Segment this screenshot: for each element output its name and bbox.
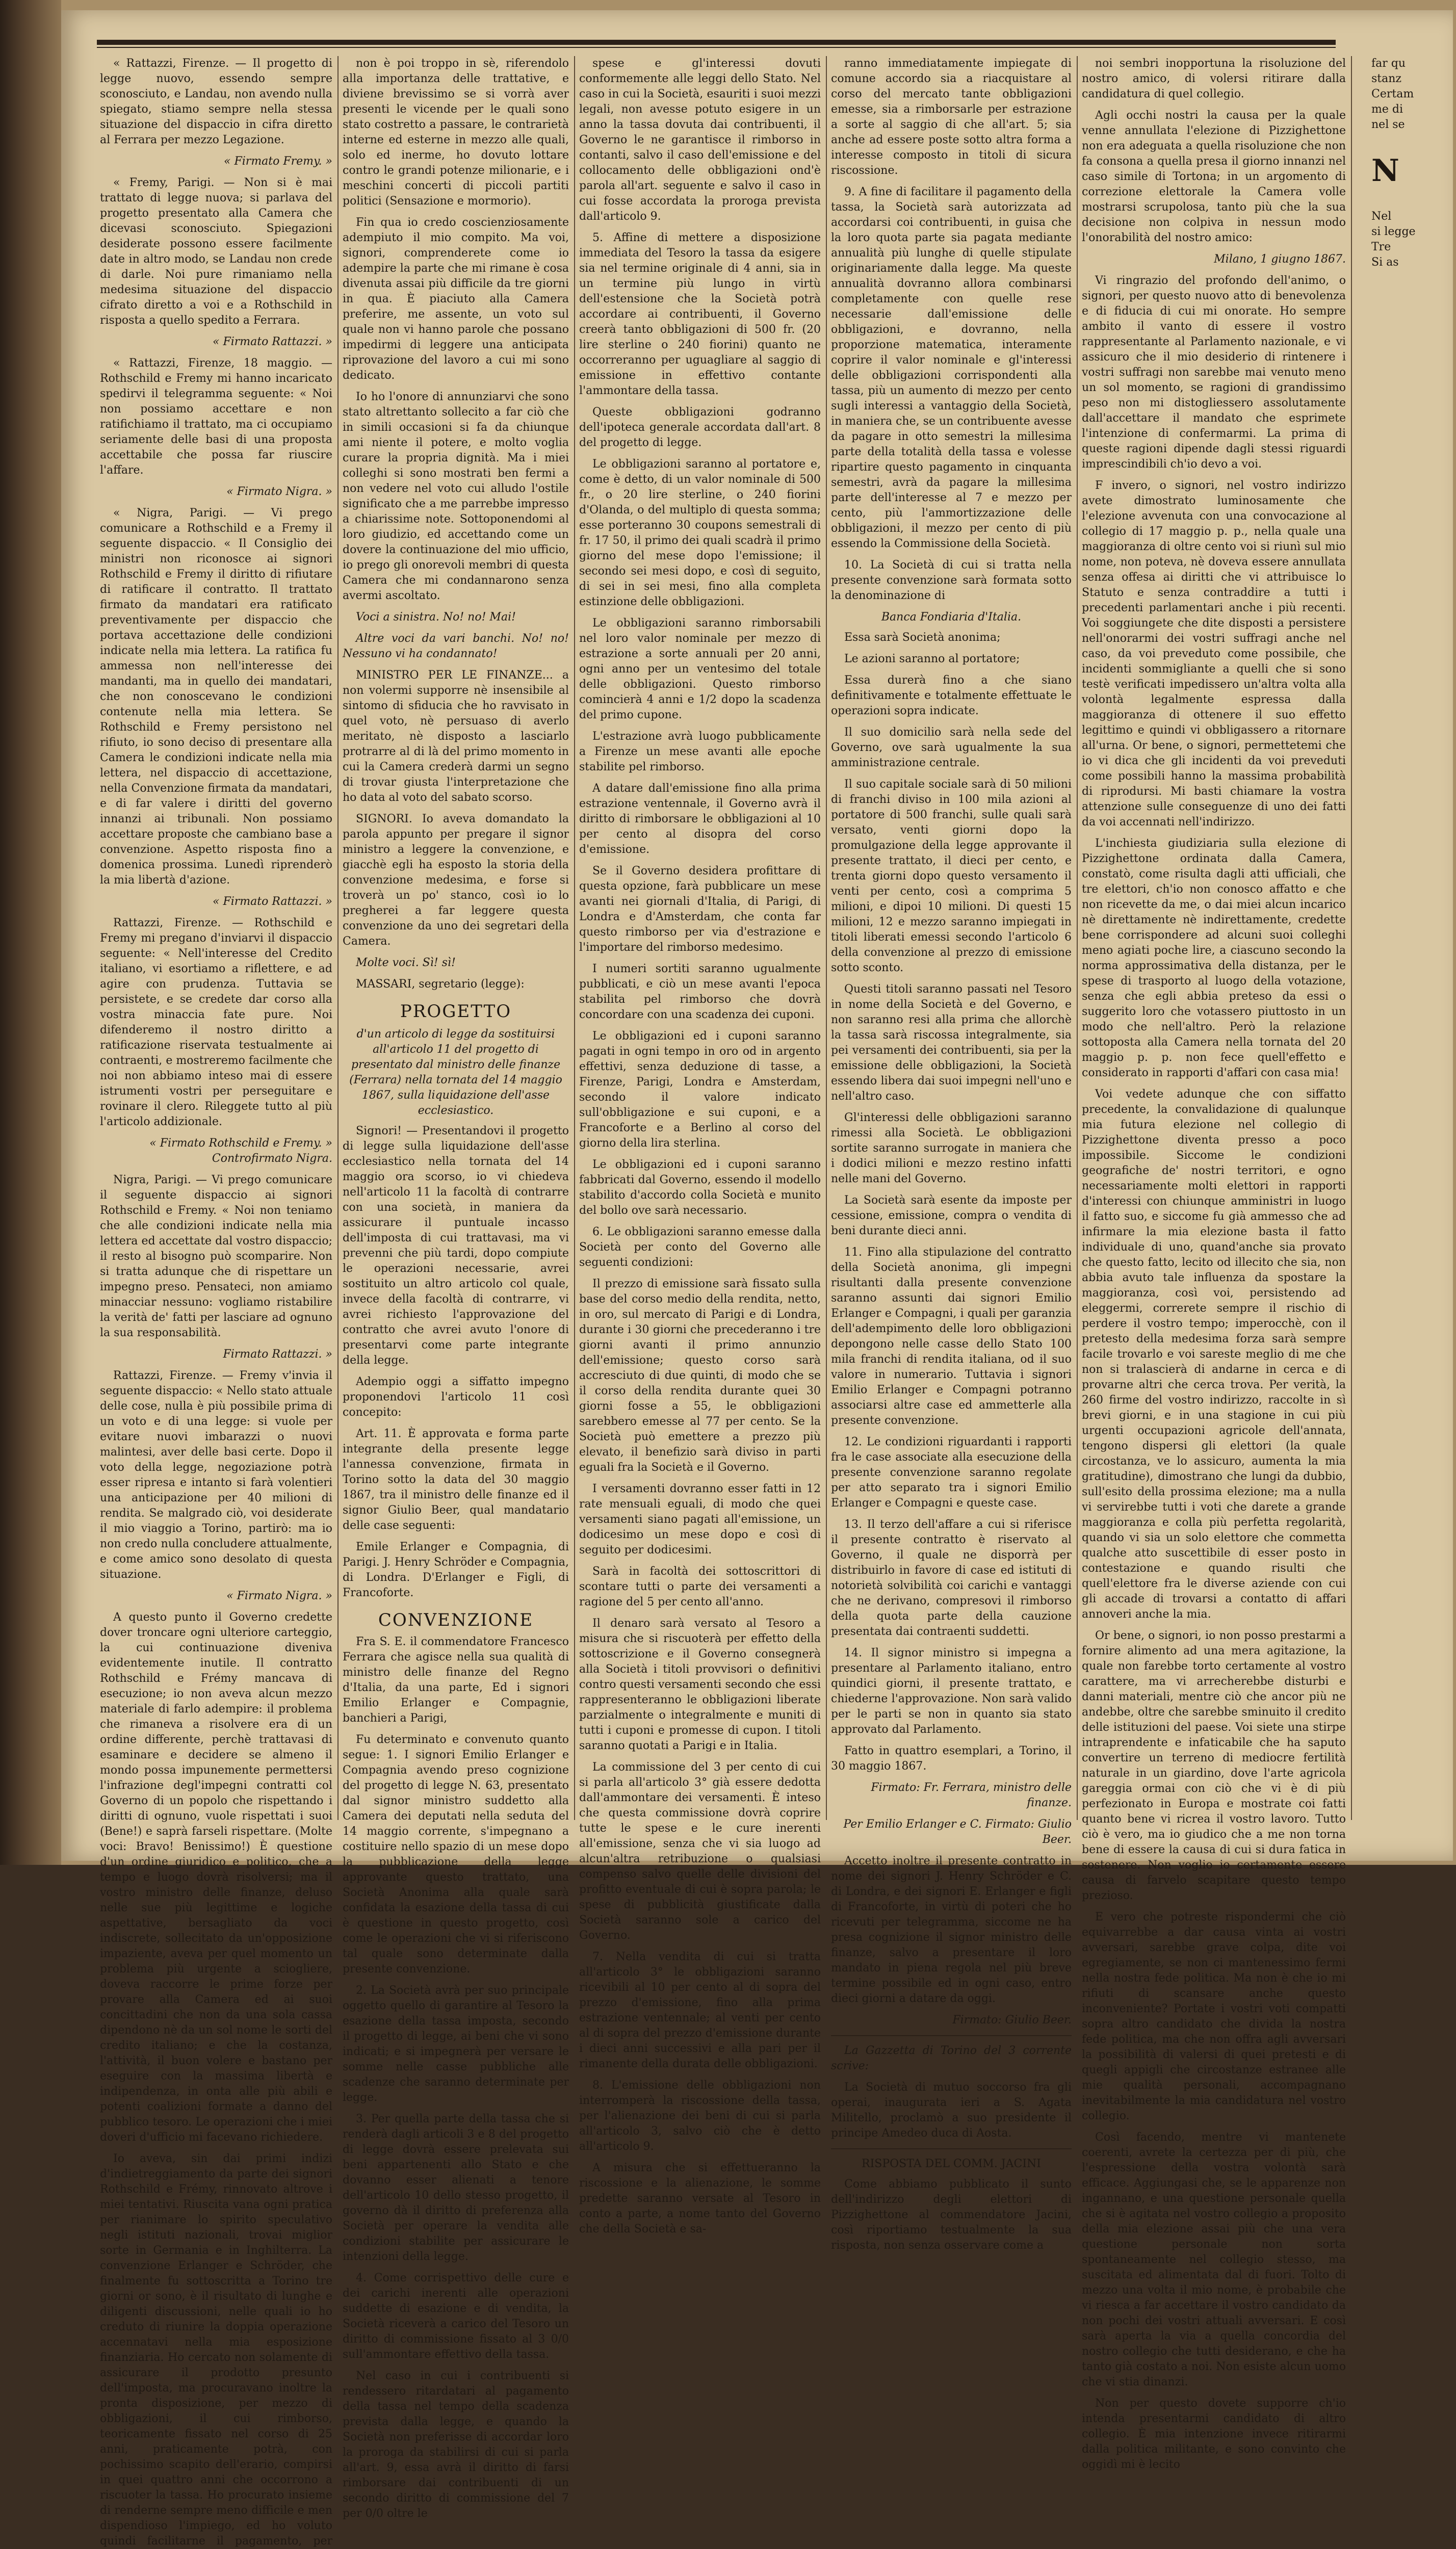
paragraph: MASSARI, segretario (legge):	[356, 978, 525, 991]
paragraph: 3. Per quella parte della tassa che si renderà dagli articoli 3 e 8 del progetto di legge dovrà essere prelevata sui beni appartenenti allo Stato e che dovanno esser alienati a tenore dell'articolo 10 dello stesso progetto, il governo dà il diritto di preferenza alla Società per operare la vendita alle condizioni stabilite per assicurare le intenzioni della legge.	[343, 2113, 569, 2263]
fragment: Certam	[1371, 88, 1414, 100]
signature: Firmato: Fr. Ferrara, ministro delle finanze.	[871, 1781, 1072, 1809]
column-2	[343, 56, 569, 2520]
paragraph: SIGNORI. Io aveva domandato la parola appunto per pregare il signor ministro a leggere la convenzione, e giacchè egli ha esposto la storia della convenzione medesima, e forse si troverà un po' stanco, così io lo pregherei a far leggere questa convenzione da uno dei segretari della Camera.	[343, 813, 569, 948]
paragraph: La commissione del 3 per cento di cui si parla all'articolo 3° già essere dedotta dall'ammontare dei versamenti. È inteso che questa commissione dovrà coprire tutte le spese e le cure inerenti all'emissione, senza che vi sia luogo ad alcun'altra retribuzione o qualsiasi compenso salvo quelle delle divisioni del profitto eventuale di cui è sopra parola; le spese di pubblicità giustificate dalla Società saranno sole a carico del Governo.	[579, 1761, 821, 1942]
paragraph: Fatto in quattro esemplari, a Torino, il 30 maggio 1867.	[831, 1745, 1072, 1773]
signature: « Firmato Nigra. »	[226, 1590, 332, 1602]
paragraph: spese e gl'interessi dovuti conformemente alle leggi dello Stato. Nel caso in cui la Società, esauriti i suoi mezzi legali, non avesse potuto esigere in un anno la tassa dovuta dai contribuenti, il Governo le ne garantisce il rimborso in contanti, salvo il caso dell'emissione e del collocamento delle obbligazioni ond'è parola all'art. seguente e salvo il caso in cui fosse accordata la proroga prevista dall'articolo 9.	[579, 57, 821, 223]
dateline: Milano, 1 giugno 1867.	[1214, 253, 1346, 266]
telegram: « Nigra, Parigi. — Vi prego comunicare a Rothschild e a Fremy il seguente dispaccio. « Il Consiglio dei ministri non riconosce ai signori Rothschild e Fremy il diritto di rifiutare di ratificare il contratto. Il trattato firmato da mandatari era ratificato preventivamente per dispaccio che portava accettazione delle condizioni indicate nella mia lettera. La ratifica fu ammessa non nell'interesse dei mandanti, ma in quello dei mandatari, che non conoscevano le condizioni contenute nella mia lettera. Se Rothschild e Fremy persistono nel rifiuto, io sono deciso di presentare alla Camera le condizioni indicate nella mia lettera, nel dispaccio di accettazione, nella Convenzione firmata da mandatari, e di far valere i diritti del governo innanzi ai tribunali. Non possiamo accettare proposte che cambiano base a convenzione. Aspetto risposta fino a domenica prossima. Lunedì riprenderò la mia libertà d'azione.	[100, 507, 332, 887]
paragraph: Accetto inoltre il presente contratto in nome dei signori J. Henry Schröder e C. di Londra, e dei signori E. Erlanger e figli di Francoforte, in virtù di poteri che ho ricevuti per telegramma, siccome ne ha presa cognizione il signor ministro delle finanze, salvo a presentare il loro mandato in piena regola nel più breve termine possibile ed in ogni caso, entro dieci giorni a datare da oggi.	[831, 1855, 1072, 2005]
fragment: Nel	[1371, 210, 1392, 223]
fragment-heading: N	[1371, 153, 1399, 189]
paragraph: Fu determinato e convenuto quanto segue: 1. I signori Emilio Erlanger e Compagnia avendo preso cognizione del progetto di legge N. 63, presentato dal signor ministro suddetto alla Camera dei deputati nella seduta del 14 maggio corrente, s'impegnano a costituire nello spazio di un mese dopo la pubblicazione della legge approvante questo trattato, una Società Anonima alla quale sarà confidata la esazione della tassa di cui è questione in questo progetto, così come le operazioni che vi si riferiscono tal quale sono determinate dalla presente convenzione.	[343, 1733, 569, 1975]
paragraph: Nel caso in cui i contribuenti si rendessero ritardatari al pagamento della tassa nel tempo della scadenza prevista dalla legge, e quando la Società non preferisse di accordar loro la proroga da stabilirsi di cui si parla all'art. 9, essa avrà il diritto di farsi rimborsare dai contribuenti di un secondo diritto di commissione del 7 per 0/0 oltre le	[343, 2370, 569, 2520]
telegram: « Fremy, Parigi. — Non si è mai trattato di legge nuova; si parlava del progetto presentato alla Camera che dicevasi sconosciuto. Spiegazioni desiderate possono essere facilmente date in altro modo, se Landau non crede di darle. Noi pure rimaniamo nella medesima situazione del dispaccio cifrato diretto a voi e a Rothschild in risposta a quello spedito a Ferrara.	[100, 176, 332, 327]
paragraph: MINISTRO PER LE FINANZE... a non volermi supporre nè insensibile al sintomo di sfiducia che ho ravvisato in quel voto, nè persuaso di averlo meritato, nè disposto a lasciarlo protrarre al di là del primo momento in cui la Camera crederà darmi un segno di trovar giusta l'interpretazione che ho data al voto del sabato scorso.	[343, 669, 569, 804]
fragment: me di	[1371, 103, 1403, 116]
book-spine	[0, 0, 61, 1865]
paragraph: Sarà in facoltà dei sottoscrittori di scontare tutti o parte dei versamenti a ragione del 5 per cento all'anno.	[579, 1565, 821, 1608]
header-rule	[97, 40, 1336, 45]
paragraph: A datare dall'emissione fino alla prima estrazione ventennale, il Governo avrà il diritto di rimborsare le obbligazioni al 10 per cento al disopra del corso d'emissione.	[579, 782, 821, 856]
paragraph: L'inchiesta giudiziaria sulla elezione di Pizzighettone ordinata dalla Camera, constatò, come risulta dagli atti ufficiali, che tre elettori, ch'io non conosco affatto e che non ricevette da me, o dai miei alcun incarico nè direttamente nè indirettamente, credette bene corrispondere ad alcuni suoi colleghi meno agiati poche lire, a ciascuno secondo la norma approssimativa della distanza, per le spese di trasporto al luogo della votazione, senza che egli abbia preteso da essi o suggerito loro che votassero piuttosto in un modo che nell'altro. Però la relazione sottoposta alla Camera nella tornata del 20 maggio p. p. non fece quell'effetto e considerato in rapporti d'affari con casa mia!	[1082, 837, 1346, 1079]
paragraph: Io ho l'onore di annunziarvi che sono stato altrettanto sollecito a far ciò che in simili occasioni si fa da chiunque ami niente il potere, e molto voglia curare la propria dignità. Ma i miei colleghi si sono mostrati ben fermi a non vedere nel voto cui alludo l'ostile significato che a me parrebbe impresso a chiarissime note. Sottoponendomi al loro giudizio, ed accettando come un dovere la continuazione del mio ufficio, io prego gli onorevoli membri di questa Camera che mi condannarono senza avermi ascoltato.	[343, 391, 569, 602]
paragraph: Così facendo, mentre vi mantenete coerenti, avrete la certezza per di più, che l'espressione della vostra volontà sarà efficace. Aggiungasi che, se le apparenze non ingannano, e una questione personale quella che si è agitata nel vostro collegio a proposito della mia elezione assai più che una vera questione personale non sorta spontaneamente nel collegio stesso, ma suscitata ed alimentata dal di fuori. Tolto di mezzo una volta il mio nome, è probabile che vi riesca a far accettare il vostro candidato da non pochi dei vostri attuali avversari. E così sarà aperta la via a quella concordia del nostro collegio che tutti desiderano, e che ha tanto già costato a noi. Non esiste alcun uomo che vi stia dinanzi.	[1082, 2131, 1346, 2388]
paragraph: Il prezzo di emissione sarà fissato sulla base del corso medio della rendita, netto, in oro, sul mercato di Parigi e di Londra, durante i 30 giorni che precederanno i tre giorni avanti il primo annunzio dell'emissione; questo corso sarà accresciuto di due quinti, di modo che se il corso della rendita durante quei 30 giorni fosse a 55, le obbligazioni sarebbero emesse al 77 per cento. Se la Società può emettere a prezzo più elevato, il benefizio sarà diviso in parti eguali fra la Società e il Governo.	[579, 1278, 821, 1474]
section-title: RISPOSTA DEL COMM. JACINI	[862, 2157, 1041, 2170]
paragraph: A misura che si effettueranno la riscossione e la alienazione, le somme predette saranno versate al Tesoro in conto a parte, a nome tanto del Governo che della Società e sa-	[579, 2162, 821, 2235]
paragraph: Or bene, o signori, io non posso prestarmi a fornire alimento ad una mera agitazione, la quale non farebbe torto certamente al vostro carattere, ma vi arrecherebbe disturbi e danni materiali, mentre ciò che ancor più ne andebbe, oltre che sarebbe sminuito il credito delle istituzioni del paese. Voi siete una stirpe intraprendente e infaticabile che ha saputo convertire un terreno di mediocre fertilità naturale in un giardino, dove l'arte agricola gareggia ormai con ciò che vi è di più perfezionato in Europa e mostrate coi fatti quanto bene vi ricrea il vostro lavoro. Tutto ciò è vero, ma io giudico che a me non torna bene di essere la causa di cui si dura fatica in sostenere. Non voglio io certamente essere causa di farvelo scapitare questo tempo prezioso.	[1082, 1629, 1346, 1902]
paragraph: Le obbligazioni ed i cuponi saranno fabbricati dal Governo, essendo il modello stabilito d'accordo colla Società e munito del bollo ove sarà necessario.	[579, 1158, 821, 1217]
section-title: CONVENZIONE	[378, 1610, 534, 1630]
paragraph: Fra S. E. il commendatore Francesco Ferrara che agisce nella sua qualità di ministro delle finanze del Regno d'Italia, da una parte, Ed i signori Emilio Erlanger e Compagnie, banchieri a Parigi,	[343, 1635, 569, 1725]
signature: « Firmato Fremy. »	[224, 155, 332, 168]
paragraph: 10. La Società di cui si tratta nella presente convenzione sarà formata sotto la denominazione di	[831, 559, 1072, 602]
signature: « Firmato Rothschild e Fremy. » Controfirmato Nigra.	[149, 1137, 332, 1165]
header-rule-thin	[97, 47, 1336, 48]
paragraph: Se il Governo desidera profittare di questa opzione, farà pubblicare un mese avanti nei giornali d'Italia, di Parigi, di Londra e d'Amsterdam, che conta far questo rimborso per via d'estrazione e l'importare del rimborso medesimo.	[579, 865, 821, 954]
paragraph: L'estrazione avrà luogo pubblicamente a Firenze un mese avanti alle epoche stabilite pel rimborso.	[579, 730, 821, 773]
paragraph: 5. Affine di mettere a disposizione immediata del Tesoro la tassa da esigere sia nel termine originale di 4 anni, sia in un termine più lungo in virtù dell'estensione che la Società potrà accordare ai contribuenti, il Governo creerà tanto obbligazioni di 500 fr. (20 lire sterline o 240 fiorini) quanto ne occorreranno per uguagliare al saggio di emissione in effettivo contante l'ammontare della tassa.	[579, 231, 821, 397]
paragraph: Questi titoli saranno passati nel Tesoro in nome della Società e del Governo, e non saranno resi alla prima che allorchè la tassa sarà riscossa integralmente, sia pei versamenti dei contribuenti, sia per la emissione delle obbligazioni, la Società essendo libera dai suoi impegni nell'uno e nell'altro caso.	[831, 983, 1072, 1103]
paragraph: 12. Le condizioni riguardanti i rapporti fra le case associate alla esecuzione della presente convenzione saranno regolate per atto separato tra i signori Emilio Erlanger e Compagni e queste case.	[831, 1436, 1072, 1510]
paragraph: Art. 11. È approvata e forma parte integrante della presente legge l'annessa convenzione, firmata in Torino sotto la data del 30 maggio 1867, tra il ministro delle finanze ed il signor Giulio Beer, qual mandatario delle case seguenti:	[343, 1427, 569, 1532]
paragraph: 11. Fino alla stipulazione del contratto della Società anonima, gli impegni risultanti dalla presente convenzione saranno assunti dai signori Emilio Erlanger e Compagni, i quali per garanzia dell'adempimento delle loro obbligazioni depongono nelle casse dello Stato 100 mila franchi di rendita italiana, od il suo valore in numerario. Tuttavia i signori Emilio Erlanger e Compagni potranno associarsi altre case ed ammetterle alla presente convenzione.	[831, 1246, 1072, 1427]
paragraph: I versamenti dovranno esser fatti in 12 rate mensuali eguali, di modo che quei versamenti siano pagati all'emissione, un dodicesimo un mese dopo e così di seguito per dodicesimi.	[579, 1482, 821, 1556]
paragraph: 7. Nella vendita di cui si tratta all'articolo 3° le obbligazioni saranno ricevibili al 10 per cento al di sopra del prezzo d'emissione, fino alla prima estrazione ventennale; al venti per cento al di sopra del prezzo d'emissione durante i dieci anni successivi e alla pari per il rimanente della durata delle obbligazioni.	[579, 1950, 821, 2070]
telegram: Rattazzi, Firenze. — Fremy v'invia il seguente dispaccio: « Nello stato attuale delle cose, nulla è più possibile prima di un voto e di una legge: si vuole per evitare nuovi imbarazzi o nuovi malintesi, aver delle basi certe. Dopo il voto della legge, negoziazione potrà esser ripresa e intanto si farà volentieri una anticipazione per 40 milioni di rendita. Se malgrado ciò, voi desiderate il mio viaggio a Torino, partirò: ma io non credo nulla concludere attualmente, e come amico sono desolato di questa situazione.	[100, 1369, 332, 1581]
paragraph: La Società sarà esente da imposte per cessione, emissione, compra o vendita di beni durante dieci anni.	[831, 1194, 1072, 1237]
paragraph: Queste obbligazioni godranno dell'ipoteca generale accordata dall'art. 8 del progetto di legge.	[579, 406, 821, 449]
cutoff-column	[1371, 56, 1453, 1840]
paragraph: La Gazzetta di Torino del 3 corrente scrive:	[831, 2044, 1072, 2072]
paragraph: Il suo domicilio sarà nella sede del Governo, ove sarà ugualmente la sua amministrazione centrale.	[831, 726, 1072, 769]
paragraph: Gl'interessi delle obbligazioni saranno rimessi alla Società. Le obbligazioni sortite saranno surrogate in maniera che i dodici milioni e mezzo restino infatti nelle mani del Governo.	[831, 1111, 1072, 1185]
paragraph: Adempio oggi a siffatto impegno proponendovi l'articolo 11 così concepito:	[343, 1375, 569, 1419]
fragment: stanz	[1371, 72, 1402, 85]
paragraph: non è poi troppo in sè, riferendolo alla importanza delle trattative, e diviene brevissimo se si vorrà aver presenti le vicende per le quali sono stato costretto a passare, le contrarietà interne ed esterne in mezzo alle quali, solo ed inerme, ho dovuto lottare contro le grandi potenze milionarie, e i meschini concerti di piccoli partiti politici (Sensazione e mormorio).	[343, 57, 569, 207]
paragraph: Essa sarà Società anonima;	[844, 631, 1001, 644]
fragment: far qu	[1371, 57, 1406, 70]
paragraph: Agli occhi nostri la causa per la quale venne annullata l'elezione di Pizzighettone non era adeguata a quella risoluzione che non fa consona a quella presa il giorno innanzi nel caso simile di Tortona; in un argomento di correzione elettorale la Camera volle mostrarsi scrupolosa, tanto più che la sua decisione non colpiva in nessun modo l'onorabilità del nostro amico:	[1082, 109, 1346, 244]
paragraph: 2. La Società avrà per suo principale oggetto quello di garantire al Tesoro la esazione della tassa imposta, secondo il progetto di legge, ai beni che vi sono indicati; e si impegnerà per versare le somme nelle casse pubbliche alle scadenze che saranno determinate per legge.	[343, 1984, 569, 2104]
paragraph: Il suo capitale sociale sarà di 50 milioni di franchi diviso in 100 mila azioni al portatore di 500 franchi, sulle quali sarà versato, venti giorni dopo la promulgazione della legge approvante il presente trattato, il dieci per cento, e trenta giorni dopo questo versamento il venti per cento, così a comprima 5 milioni, e dipoi 10 milioni. Di questi 15 milioni, 12 e mezzo saranno impiegati in titoli liberati emessi secondo l'articolo 6 della convenzione al prezzo di emissione sotto sconto.	[831, 778, 1072, 974]
column-4	[831, 56, 1072, 2252]
paragraph: Le obbligazioni saranno rimborsabili nel loro valor nominale per mezzo di estrazione a sorte annuali per 20 anni, ogni anno per un ventesimo del totale delle obbligazioni. Questo rimborso comincierà 4 anni e 1/2 dopo la scadenza del primo cupone.	[579, 617, 821, 721]
telegram: « Rattazzi, Firenze, 18 maggio. — Rothschild e Fremy mi hanno incaricato spedirvi il telegramma seguente: « Noi non possiamo accettare e non ratifichiamo il trattato, ma ci occupiamo seriamente delle basi di una proposta accettabile che possa far riuscire l'affare.	[100, 357, 332, 477]
paragraph: ranno immediatamente impiegate di comune accordo sia a riacquistare al corso del mercato tante obbligazioni emesse, sia a rimborsarle per estrazione a sorte al saggio di che all'art. 5; sia anche ad essere poste sotto altra forma a interesse composto in titoli di sicura riscossione.	[831, 57, 1072, 177]
paragraph: 8. L'emissione delle obbligazioni non interromperà la riscossione della tassa, per l'alienazione dei beni di cui si parla all'articolo 3, salvo ciò che è detto all'articolo 9.	[579, 2079, 821, 2153]
signature: « Firmato Rattazzi. »	[213, 895, 332, 908]
paragraph: Il denaro sarà versato al Tesoro a misura che si riscuoterà per effetto della sottoscrizione e il Governo consegnerà alla Società i titoli provvisori o definitivi contro questi versamenti secondo che essi rappresenteranno le obbligazioni liberate parzialmente o integralmente e muniti di tutti i cuponi e promesse di cupon. I titoli saranno quotati a Parigi e in Italia.	[579, 1617, 821, 1752]
column-1	[100, 56, 332, 2547]
fragment: si legge	[1371, 225, 1416, 238]
signature: Per Emilio Erlanger e C. Firmato: Giulio Beer.	[843, 1818, 1072, 1846]
section-title: PROGETTO	[400, 1001, 512, 1022]
signature: « Firmato Nigra. »	[226, 485, 332, 498]
column-separator	[574, 56, 575, 1820]
interjection: Voci a sinistra. No! no! Mai!	[356, 611, 516, 623]
paragraph: La Società di mutuo soccorso fra gli operai, inaugurata ieri a S. Agata Militello, proclamò a suo presidente il principe Amedeo duca di Aosta.	[831, 2081, 1072, 2140]
paragraph: Le azioni saranno al portatore;	[844, 653, 1020, 665]
telegram: Nigra, Parigi. — Vi prego comunicare il seguente dispaccio ai signori Rothschild e Fremy. « Noi non teniamo che alle condizioni indicate nella mia lettera ed accettate dal vostro dispaccio; il resto al bisogno può scomparire. Non si tratta adunque che di rispettare un impegno preso. Pensateci, non amiamo minacciar nessuno: vogliamo ristabilire la verità de' fatti per lasciare ad ognuno la sua responsabilità.	[100, 1174, 332, 1339]
paragraph: Fin qua io credo coscienziosamente adempiuto il mio compito. Ma voi, signori, comprenderete come io adempire la parte che mi rimane è cosa divenuta assai più difficile da tre giorni in qua. È piaciuto alla Camera preferire, me assente, un voto sul quale non vi hanno parole che possano impedirmi di leggere una anticipata riprovazione del lavoro a cui mi sono dedicato.	[343, 216, 569, 382]
paragraph: F invero, o signori, nel vostro indirizzo avete dimostrato luminosamente che l'elezione avvenuta con una convocazione al collegio di 17 maggio p. p., nella quale una maggioranza di oltre cento voi si riunì sul mio nome, non poteva, nè doveva essere annullata senza offesa ai diritti che vi attribuisce lo Statuto e senza contraddire a tutti i precedenti parlamentari anche i più recenti. Voi soggiungete che dite disposti a persistere nell'onorarmi dei vostri suffragi anche nel caso, da voi preveduto come possibile, che incidenti sommigliante a quelli che si sono testè verificati impedissero un'altra volta alla volontà legalmente espressa dalla maggioranza di ottenere il suo effetto legittimo e quindi vi obbligassero a ritornare all'urna. Or bene, o signori, permettetemi che io vi dica che gli incidenti da voi preveduti come possibili hanno la massima probabilità di riprodursi. Mi basti chiamare la vostra attenzione sulle conseguenze di uno dei fatti da voi accennati nell'indirizzo.	[1082, 479, 1346, 828]
paragraph: E vero che potreste rispondermi che ciò equivarrebbe a dar causa vinta ai vostri avversari, sarebbe grave colpa, dite voi egregiamente, se non ci mantenessimo fermi nella nostra fede politica. Ma non è che io mi rifiuti di scansare anche questo inconveniente? Portate i vostri voti compatti sopra altro candidato che divida la nostra fede politica, ma che non offra agli avversari la possibilità di valersi di quei pretesti e di quegli appigli che circostanze estranee alle mie qualità personali, accompagnano inevitabilmente la mia candidatura nel vostro collegio.	[1082, 1911, 1346, 2122]
fragment: Si as	[1371, 256, 1399, 269]
divider	[831, 2035, 1072, 2036]
interjection: Altre voci da vari banchi. No! no! Nessuno vi ha condannato!	[343, 632, 569, 660]
paragraph: A questo punto il Governo credette dover troncare ogni ulteriore carteggio, la cui continuazione diveniva evidentemente inutile. Il contratto Rothschild e Frémy mancava di esecuzione; io non aveva alcun mezzo materiale di farlo adempire: il problema che rimaneva a risolvere era di un ordine differente, perchè trattavasi di esaminare e decidere se almeno il mondo possa impunemente permettersi l'infrazione degl'impegni contratti col Governo di un popolo che rispettando i diritti di ognuno, vuole rispettati i suoi (Bene!) e saprà farseli rispettare. (Molte voci: Bravo! Benissimo!) È questione d'un ordine giuridico e politico, che a tempo e luogo dovrà risolversi; ma il vostro ministro delle finanze, deluso nelle sue più legittime e logiche aspettative, bersagliato da voci indiscrete, sollecitato da un'opposizione impaziente, aveva per quel momento un problema più urgente a sciogliere, doveva raccorre le prime forze per provare alla Camera ed ai suoi concittadini che non da una sola cassa dipendono nè da un sol nome le sorti del credito italiano; e che la costanza, l'attività, il buon volere e bastano per eseguire con la massima libertà e indipendenza, in onta alle più abili e potenti coalizioni formate a danno del pubblico tesoro. Le operazioni che i miei doveri d'ufficio mi facevano richiedere.	[100, 1611, 332, 2144]
signature: Firmato Rattazzi. »	[223, 1348, 332, 1361]
paragraph: Emile Erlanger e Compagnia, di Parigi. J. Henry Schröder e Compagnia, di Londra. D'Erlanger e Figli, di Francoforte.	[343, 1541, 569, 1599]
paragraph: 14. Il signor ministro si impegna a presentare al Parlamento italiano, entro quindici giorni, il presente trattato, e chiederne l'approvazione. Non sarà valido per le parti se non in quanto sia stato approvato dal Parlamento.	[831, 1647, 1072, 1736]
paragraph: Voi vedete adunque che con siffatto precedente, la convalidazione di qualunque mia futura elezione nel collegio di Pizzighettone diventa presso a poco impossibile. Siccome le condizioni geografiche de' nostri territori, e ogno necessariamente molti elettori in rapporti d'interessi con chiunque amministri in luogo il fatto suo, e siccome fu già ammesso che ad infirmare la mia elezione basta il fatto individuale di uno, quand'anche sia provato che questo fatto, lecito od illecito che sia, non abbia avuto tale influenza da spostare la maggioranza, così voi, persistendo ad eleggermi, correrete sempre il rischio di perdere il vostro tempo; imperocchè, con il pretesto della medesima forza sarà sempre facile trovarlo e voi sareste meglio di me che non si tralascierà di andarne in cerca e di provarne altri che cerca trova. Per verità, la 260 firme del vostro indirizzo, raccolte in sì brevi giorni, e in una stagione in cui più urgenti occupazioni agricole dell'annata, tengono dispersi gli elettori (la quale circostanza, ve lo assicuro, aumenta la mia gratitudine), dimostrano che lungi da dubbio, sull'esito della prossima elezione; ma a nulla vi servirebbe tutti i voti che darete a grande maggioranza e colla più perfetta regolarità, quando vi sia un solo elettore che commetta qualche atto suscettibile di esser posto in contestazione e quando risulti che quell'elettore fra le diverse aziende con cui gli accade di trovarsi a contatto di affari annoveri anche la mia.	[1082, 1088, 1346, 1621]
paragraph: 9. A fine di facilitare il pagamento della tassa, la Società sarà autorizzata ad accordarsi coi contribuenti, in guisa che la loro quota parte sia pagata mediante annualità più lunghe di quelle stipulate originariamente dalla legge. Ma queste annualità dovranno allora combinarsi completamente con quelle rese necessarie dall'emissione delle obbligazioni, e dovranno, nella proporzione matematica, interamente coprire il valor nominale e gl'interessi delle obbligazioni corrispondenti alla tassa, più un aumento di mezzo per cento sugli interessi a vantaggio della Società, in maniera che, se un contribuente avesse da pagare in otto semestri la millesima parte della totalità della tassa e volesse ripartire questo pagamento in cinquanta semestri, avrà da pagare la millesima parte dell'interesse al 7 e mezzo per cento, più l'ammortizzazione delle obbligazioni, il mezzo per cento di più essendo la Commissione della Società.	[831, 186, 1072, 550]
paragraph: 13. Il terzo dell'affare a cui si riferisce il presente contratto è riservato al Governo, il quale ne disporrà per distribuirlo in favore di case ed istituti di notorietà solvibilità coi carichi e vantaggi che ne derivano, compresovi il rimborso della quota parte della cauzione presentata dai contraenti suddetti.	[831, 1518, 1072, 1638]
paragraph: Vi ringrazio del profondo dell'animo, o signori, per questo nuovo atto di benevolenza e di fiducia di cui mi onorate. Ho sempre ambito il vanto di essere il vostro rappresentante al Parlamento nazionale, e vi assicuro che il mio desiderio di rintenere i vostri suffragi non sarebbe mai venuto meno un sol momento, se ragioni di grandissimo peso non mi distogliessero assolutamente dall'accettare il mandato che esprimete l'intenzione di confermarmi. La prima di queste ragioni dipende dagli stessi riguardi imprescindibili ch'io devo a voi.	[1082, 274, 1346, 471]
paragraph: Le obbligazioni saranno al portatore e, come è detto, di un valor nominale di 500 fr., o 20 lire sterline, o 240 fiorini d'Olanda, o del multiplo di questa somma; esse porteranno 30 coupons semestrali di fr. 17 50, il primo dei quali scadrà il primo giorno del mese dopo l'emissione; il secondo sei mesi dopo, e così di seguito, di sei in sei mesi, fino alla completa estinzione delle obbligazioni.	[579, 458, 821, 608]
column-separator	[826, 56, 827, 1820]
paragraph: Non per questo dovete supporre ch'io intenda presentarmi candidato di altro collegio. È mia intenzione invece ritirarmi dalla politica militante, e sono convinto che oggidì mi è lecito	[1082, 2397, 1346, 2471]
paragraph: 4. Come corrispettivo delle cure e dei carichi inerenti alle operazioni suddette di esazione e di vendita, la Società riceverà a carico del Tesoro un diritto di commissione fissato al 3 0/0 sull'ammontare effettivo della tassa.	[343, 2272, 569, 2361]
signature: « Firmato Rattazzi. »	[213, 335, 332, 348]
paragraph: I numeri sortiti saranno ugualmente pubblicati, e ciò un mese avanti l'epoca stabilita pel rimborso che dovrà concordare con una scadenza dei cuponi.	[579, 963, 821, 1021]
interjection: Molte voci. Sì! sì!	[356, 956, 456, 969]
paragraph: Come abbiamo pubblicato il sunto dell'indirizzo degli elettori di Pizzighettone al commendatore Jacini, così riportiamo testualmente la sua risposta, non senza osservare come a	[831, 2178, 1072, 2252]
paragraph: Essa durerà fino a che siano definitivamente e totalmente effettuate le operazioni sopra indicate.	[831, 674, 1072, 717]
paragraph: 6. Le obbligazioni saranno emesse dalla Società per conto del Governo alle seguenti condizioni:	[579, 1226, 821, 1269]
column-5	[1082, 56, 1346, 2471]
paragraph: Le obbligazioni ed i cuponi saranno pagati in ogni tempo in oro od in argento effettivi, senza deduzione di tasse, a Firenze, Parigi, Londra e Amsterdam, secondo il valore indicato sull'obbligazione e sui cuponi, e a Francoforte e a Berlino al corso del giorno della lira sterlina.	[579, 1030, 821, 1150]
paragraph: Signori! — Presentandovi il progetto di legge sulla liquidazione dell'asse ecclesiastico nella tornata del 14 maggio ora scorso, io vi chiedeva nell'articolo 11 la facoltà di contrarre con una società, in maniera da assicurare il puntuale incasso dell'imposta di cui trattavasi, ma vi prevenni che più tardi, dopo compiute le operazioni necessarie, avrei sostituito un altro articolo col quale, invece della facoltà di contrarre, vi avrei richiesto l'approvazione del contratto che avrei avuto l'onore di presentarvi come parte integrante della legge.	[343, 1125, 569, 1367]
column-separator	[337, 56, 339, 1820]
signature: Firmato: Giulio Beer.	[952, 2014, 1072, 2026]
telegram: « Rattazzi, Firenze. — Il progetto di legge nuovo, essendo sempre sconosciuto, e Landau, non avendo nulla spiegato, stiamo sempre nella stessa situazione del dispaccio in cifra diretto al Ferrara per mezzo Legazione.	[100, 57, 332, 146]
bank-name: Banca Fondiaria d'Italia.	[881, 611, 1022, 623]
divider	[831, 2148, 1072, 2149]
column-3	[579, 56, 821, 2235]
paragraph: Io aveva, sin dai primi indizi d'indietreggiamento da parte dei signori Rothschild e Frémy, rinnovato altrove i miei tentativi. Riuscita vana ogni pratica per rianimare lo spirito speculativo negli istituti nazionali, trovai miglior sorte in Germania e in Inghilterra. La convenzione Erlanger e Schröder, che finalmente fu sottoscritta a Torino tre giorni or sono, è il risultato di lunghe e diligenti discussioni, nelle quali io ho creduto di riunire la doppia operazione accennatavi nella mia esposizione finanziaria. Ho cercato non solamente di assicurare il prodotto presunto dell'imposta, ma procuravano inoltre la pronta disposizione, per mezzo di obbligazioni, il cui rimborso, teoricamente fissato nel corso di 25 anni, praticamente potrà, con pochissimo scapito dell'erario, compirsi in quei quattro anni che occorrono a riscuoter la tassa. Ho procurato insieme di renderne sempre meno difficile e men dispendioso l'impiego, ed ho voluto quindi facilitarne il pagamento, per	[100, 2152, 332, 2547]
paragraph: noi sembri inopportuna la risoluzione del nostro amico, di volersi ritirare dalla candidatura di quel collegio.	[1082, 57, 1346, 100]
fragment: nel se	[1371, 118, 1405, 131]
fragment: Tre	[1371, 241, 1391, 253]
telegram: Rattazzi, Firenze. — Rothschild e Fremy mi pregano d'inviarvi il dispaccio seguente: « Nell'interesse del Credito italiano, vi esortiamo a riflettere, e ad agire con prudenza. Tuttavia se persistete, e se credete dar corso alla vostra minaccia fate pure. Noi difenderemo il nostro diritto a ratificazione riservata testualmente ai contraenti, e mostreremo facilmente che noi non abbiamo inteso mai di essere istrumenti vostri per perseguitare e rovinare il clero. Rileggete tutto al più l'articolo addizionale.	[100, 917, 332, 1128]
column-separator	[1077, 56, 1078, 1820]
subtitle: d'un articolo di legge da sostituirsi all'articolo 11 del progetto di presentato dal ministro delle finanze (Ferrara) nella tornata del 14 maggio 1867, sulla liquidazione dell'asse ecclesiastico.	[349, 1028, 562, 1117]
column-separator	[1351, 56, 1352, 1820]
